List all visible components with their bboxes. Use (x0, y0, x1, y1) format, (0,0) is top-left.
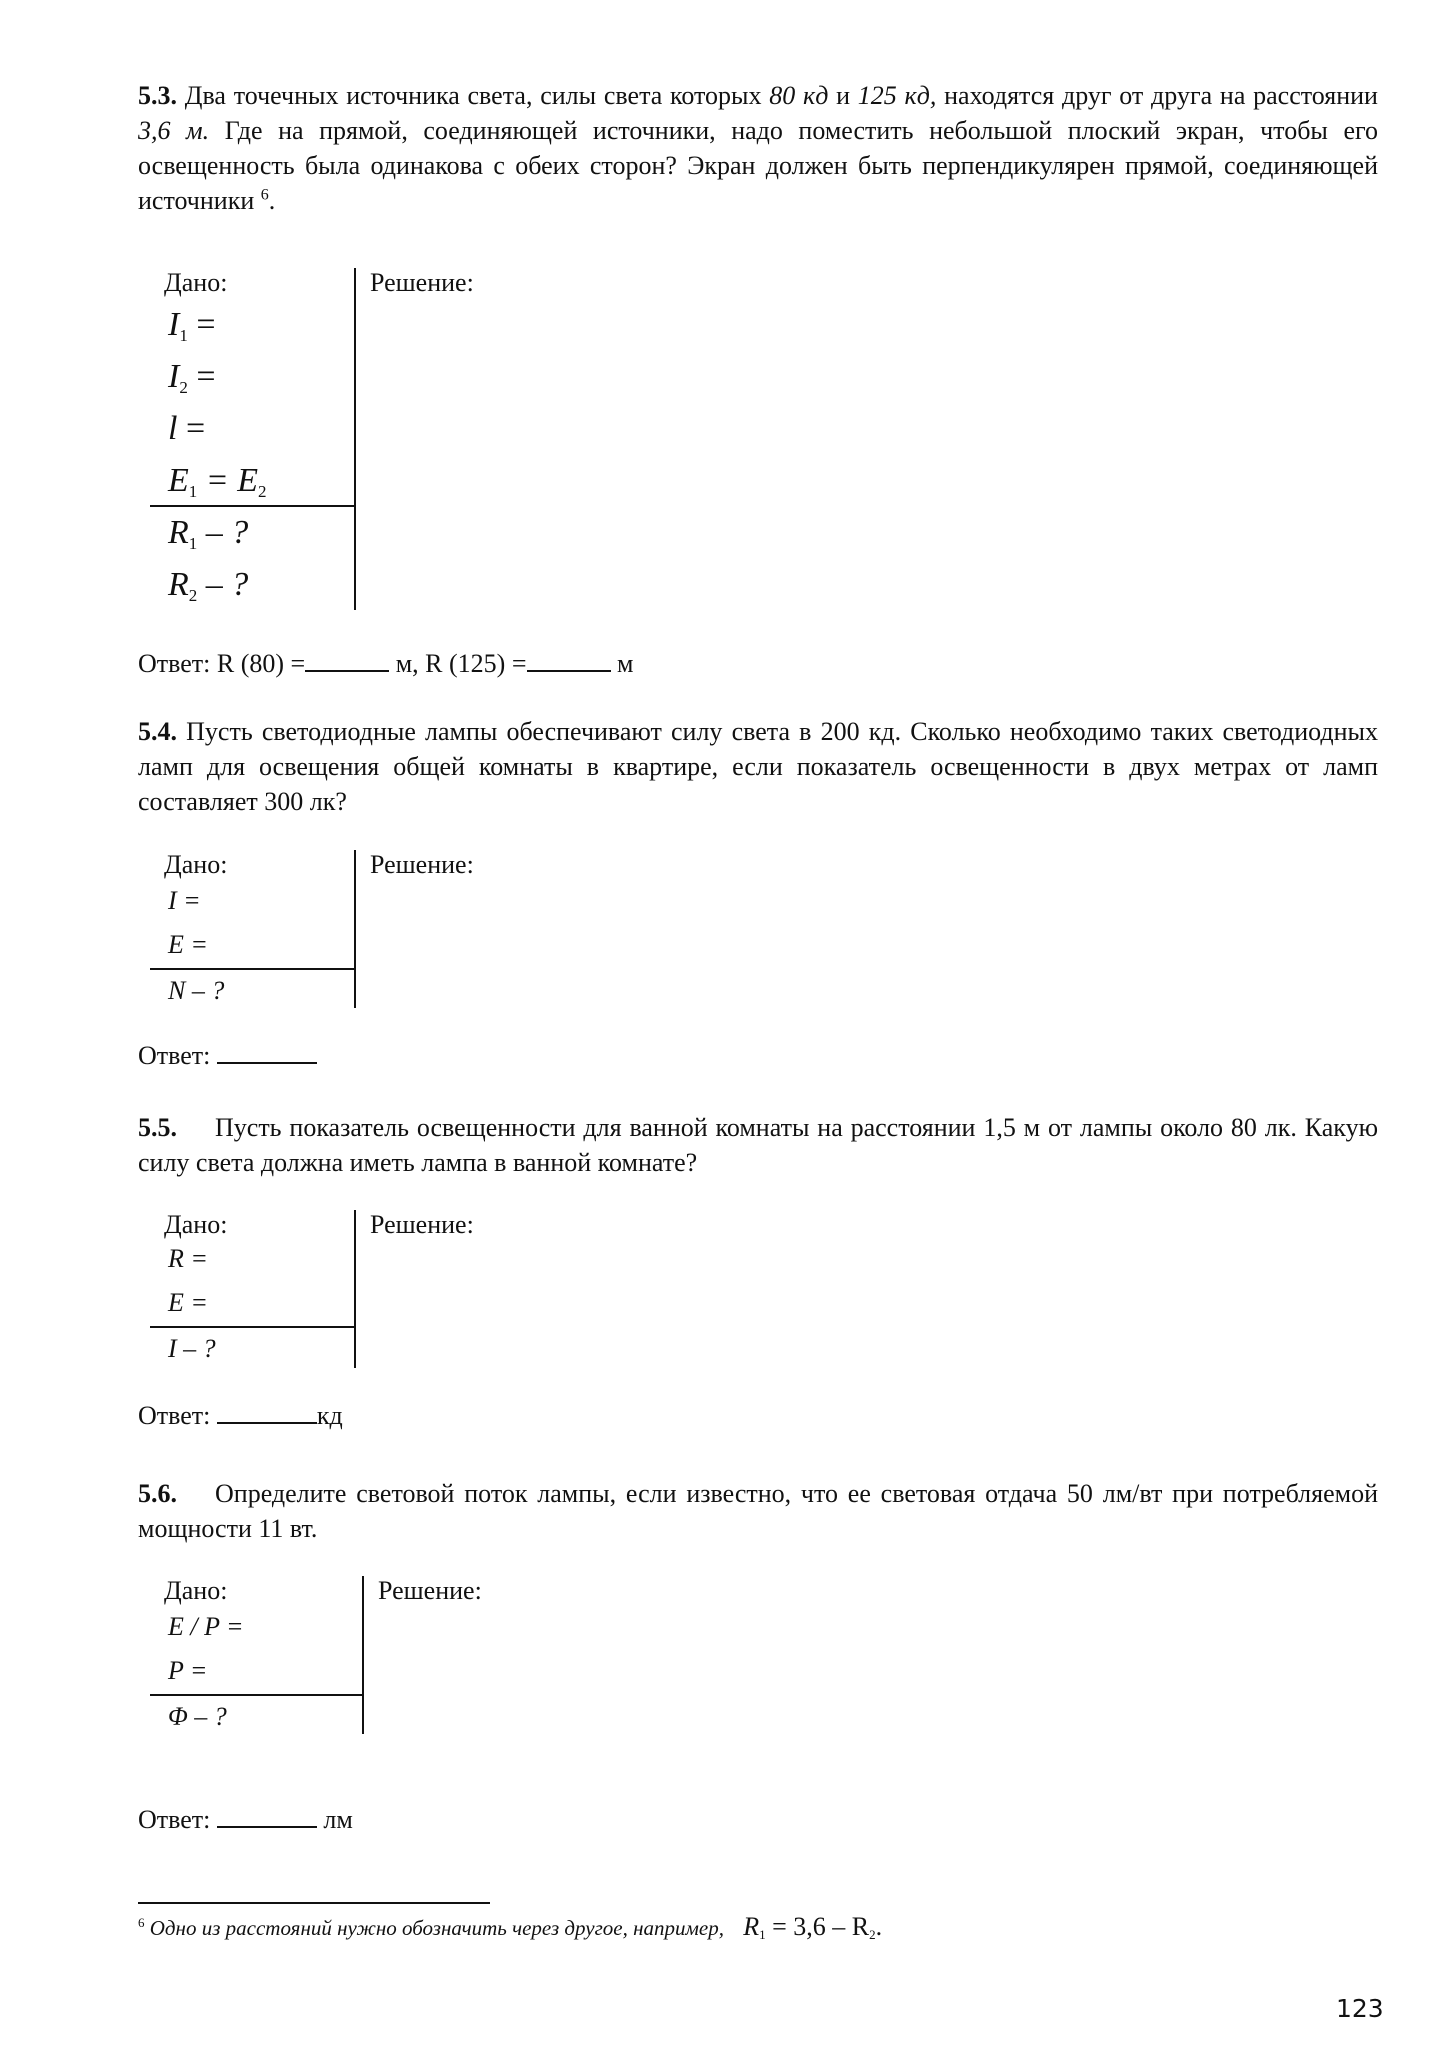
problem-number: 5.3. (138, 81, 177, 110)
given-I2: $I_2$ = (168, 358, 216, 397)
problem-text (138, 714, 1378, 819)
problem-5-3 (138, 78, 1378, 218)
answer-5-5 (138, 1400, 343, 1431)
page-number: 123 (1336, 1994, 1384, 2023)
text-part: находятся друг от друга на расстоянии (936, 81, 1378, 110)
given-E1-E2: $E_1 = E_2$ (168, 462, 267, 501)
answer-blank-r125[interactable] (527, 648, 611, 672)
given-I: I = (168, 886, 201, 915)
answer-label: Ответ: R (80) = (138, 649, 306, 678)
given-divider-horizontal (150, 1694, 364, 1696)
given-E: E = (168, 930, 208, 959)
footnote-ref: 6 (260, 186, 269, 204)
answer-blank-r80[interactable] (305, 648, 389, 672)
text-part: Где на прямой, соединяющей источники, надо поместить небольшой плоский экран, чтобы его освещенность была одинакова с обеих сторон? Экран должен быть перпендикулярен прямой, соединяющей источники (138, 116, 1379, 215)
given-E: E = (168, 1288, 208, 1317)
answer-label: Ответ: (138, 1041, 211, 1070)
answer-5-4 (138, 1040, 317, 1071)
answer-blank[interactable] (217, 1400, 317, 1424)
given-label: Дано: (164, 1210, 228, 1239)
solution-label: Решение: (370, 850, 474, 879)
text-italic: 80 кд (769, 81, 829, 110)
text-part: Два точечных источника света, силы света которых (184, 81, 770, 110)
given-divider-vertical (354, 1210, 356, 1368)
text-part: Определите световой поток лампы, если известно, что ее световая отдача 50 лм/вт при потребляемой мощности 11 вт. (138, 1479, 1378, 1543)
find-Phi: Φ – ? (168, 1702, 227, 1731)
problem-number: 5.6. (138, 1479, 177, 1508)
solution-label: Решение: (370, 268, 474, 297)
text-part: Пусть светодиодные лампы обеспечивают силу света в 200 кд. Сколько необходимо таких светодиодных ламп для освещения общей комнаты в квартире, если показатель освещенности в двух метрах от ламп составляет 300 лк? (138, 717, 1378, 816)
text-part: Пусть показатель освещенности для ванной комнаты на расстоянии 1,5 м от лампы около 80 лк. Какую силу света должна иметь лампа в ванной комнате? (138, 1113, 1378, 1177)
given-divider-vertical (362, 1576, 364, 1734)
problem-text (138, 1110, 1378, 1180)
problem-5-5 (138, 1110, 1378, 1180)
answer-label: Ответ: (138, 1401, 211, 1430)
given-P: P = (168, 1656, 208, 1685)
problem-number: 5.4. (138, 717, 177, 746)
given-label: Дано: (164, 850, 228, 879)
find-N: N – ? (168, 976, 225, 1005)
find-R2: $R_2$ – ? (168, 566, 249, 605)
answer-5-3 (138, 648, 633, 679)
given-divider-horizontal (150, 505, 356, 507)
given-label: Дано: (164, 1576, 228, 1605)
find-R1: $R_1$ – ? (168, 514, 249, 553)
answer-blank[interactable] (217, 1040, 317, 1064)
given-R: R = (168, 1244, 208, 1273)
given-divider-vertical (354, 268, 356, 610)
answer-unit: лм (323, 1805, 353, 1834)
answer-unit: м (617, 649, 634, 678)
given-label: Дано: (164, 268, 228, 297)
answer-blank[interactable] (217, 1804, 317, 1828)
text-part: и (828, 81, 858, 110)
footnote-formula: $R_1 = 3,6 - R_2$. (743, 1912, 883, 1942)
given-l: l = (168, 410, 206, 447)
text-italic: 3,6 м. (138, 116, 210, 145)
problem-number: 5.5. (138, 1113, 177, 1142)
answer-label: Ответ: (138, 1805, 211, 1834)
given-E-over-P: E / P = (168, 1612, 244, 1641)
text-italic: 125 кд, (857, 81, 937, 110)
footnote-rule (138, 1902, 490, 1904)
given-divider-vertical (354, 850, 356, 1008)
answer-5-6 (138, 1804, 353, 1835)
find-I: I – ? (168, 1334, 216, 1363)
answer-text: м, R (125) = (395, 649, 527, 678)
problem-5-4 (138, 714, 1378, 819)
problem-text (138, 78, 1378, 218)
given-divider-horizontal (150, 1326, 356, 1328)
problem-5-6 (138, 1476, 1378, 1546)
answer-unit: кд (316, 1401, 343, 1430)
problem-text (138, 1476, 1378, 1546)
footnote (138, 1912, 882, 1943)
text-part: . (268, 186, 276, 215)
solution-label: Решение: (378, 1576, 482, 1605)
solution-label: Решение: (370, 1210, 474, 1239)
footnote-text: Одно из расстояний нужно обозначить через другое, например, (149, 1916, 724, 1940)
given-I1: $I_1$ = (168, 306, 216, 345)
given-divider-horizontal (150, 968, 356, 970)
footnote-mark: 6 (138, 1915, 145, 1930)
